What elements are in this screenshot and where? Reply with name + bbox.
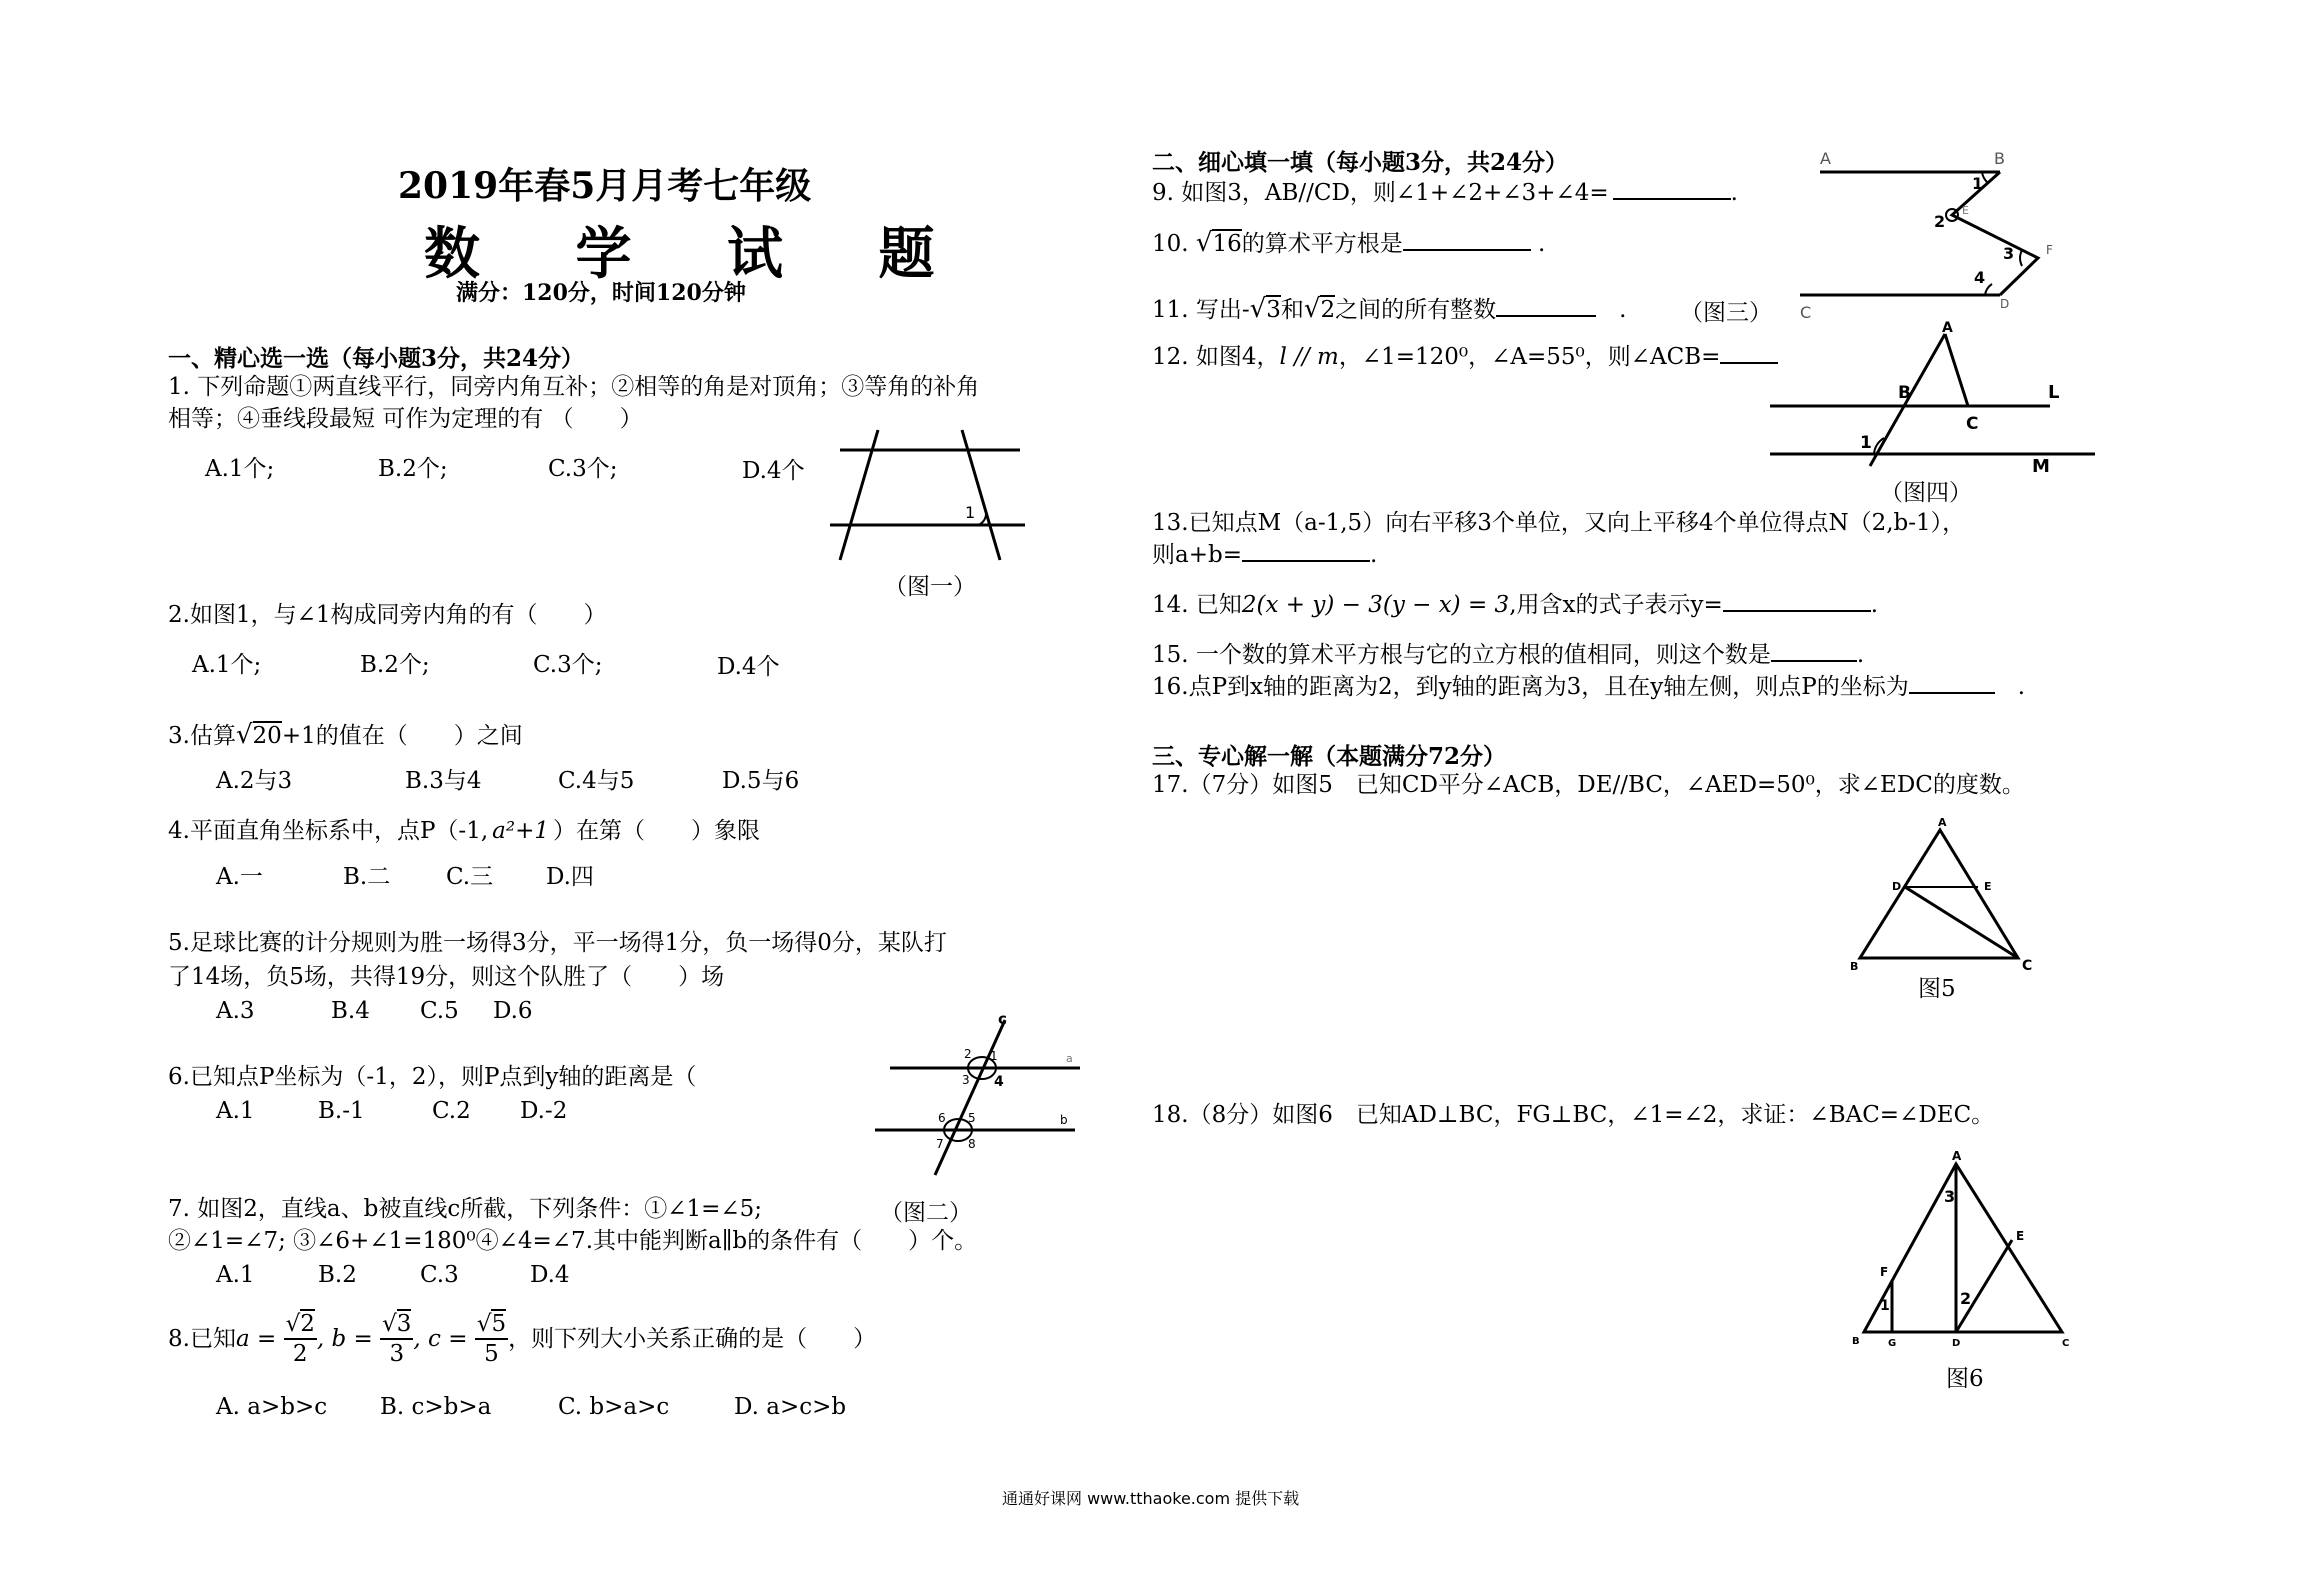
q8-c-den: 5: [484, 1341, 499, 1367]
q4-expr: a²+1: [492, 818, 549, 844]
fig2-label-c: c: [998, 1010, 1007, 1028]
fig3-label-2: 2: [1934, 212, 1946, 231]
q13-blank: [1242, 560, 1370, 562]
q16-text: 16.点P到x轴的距离为2，到y轴的距离为3，且在y轴左侧，则点P的坐标为 .: [1152, 674, 2026, 700]
q8-frac-b: $\frac{√3}{3}$: [382, 1311, 412, 1367]
fig2-label-5: 5: [968, 1111, 976, 1125]
q5-line1: 5.足球比赛的计分规则为胜一场得3分，平一场得1分，负一场得0分，某队打: [168, 930, 947, 956]
q8-c-label: , c =: [413, 1326, 468, 1352]
fig4-label-c: C: [1966, 414, 1979, 434]
fig2-label-6: 6: [938, 1111, 946, 1125]
q18-text: 18.（8分）如图6 已知AD⊥BC，FG⊥BC，∠1=∠2，求证：∠BAC=∠DEC。: [1152, 1102, 1995, 1128]
fig3-label-3: 3: [2003, 244, 2015, 263]
q2-option-b: B.2个;: [360, 652, 430, 678]
q12-text: [1152, 342, 1778, 372]
q10-blank: [1403, 249, 1531, 251]
fig5-label-a: A: [1938, 816, 1947, 829]
figure-5: [1840, 816, 2033, 974]
fig2-caption: （图二）: [880, 1200, 972, 1226]
q4-post: ）在第（ ）象限: [552, 818, 760, 844]
fig2-label-3: 3: [962, 1073, 970, 1087]
fig2-label-7: 7: [936, 1137, 944, 1151]
q3-pre: 3.估算: [168, 723, 236, 749]
fig4-side-ac: [1945, 334, 1968, 406]
fig6-label-a: A: [1952, 1149, 1962, 1163]
q7-line1: 7. 如图2，直线a、b被直线c所截，下列条件：①∠1=∠5;: [168, 1196, 763, 1222]
q8-post: ，则下列大小关系正确的是（ ）: [508, 1326, 877, 1352]
q7-line2: ②∠1=∠7; ③∠6+∠1=180⁰④∠4=∠7.其中能判断a∥b的条件有（ ）个。: [168, 1228, 978, 1254]
q10-text: 10. √16的算术平方根是 .: [1152, 228, 1546, 258]
figure-1: [830, 430, 1040, 570]
q7-option-d: D.4: [530, 1262, 570, 1288]
q7-option-c: C.3: [420, 1262, 459, 1288]
q10-post: 的算术平方根是: [1241, 231, 1403, 257]
q8-frac-a: $\frac{√2}{2}$: [285, 1311, 315, 1367]
fig3-arc-4: [1985, 284, 1992, 295]
q8-pre: 8.已知: [168, 1326, 236, 1352]
q8-option-d: D. a>c>b: [734, 1394, 847, 1420]
q5-line2: 了14场，负5场，共得19分，则这个队胜了（ ）场: [168, 964, 725, 990]
q10-sqrt: √16: [1195, 228, 1242, 258]
figure-6: [1850, 1150, 2080, 1350]
q11-text: 11. 写出-√3和√2之间的所有整数 .: [1152, 294, 1627, 324]
fig1-caption: （图一）: [884, 574, 976, 600]
fig6-label-f: F: [1880, 1265, 1889, 1279]
q2-text: 2.如图1，与∠1构成同旁内角的有（ ）: [168, 602, 607, 628]
q5-option-d: D.6: [493, 998, 533, 1024]
fig4-label-b: B: [1898, 383, 1911, 403]
q6-text: 6.已知点P坐标为（-1，2），则P点到y轴的距离是（: [168, 1064, 697, 1090]
fig3-label-1: 1: [1972, 174, 1984, 193]
q10-pre: 10.: [1152, 231, 1189, 257]
fig3-caption: （图三）: [1680, 300, 1772, 326]
q11-r2: 2: [1320, 297, 1336, 323]
fig3-arc-3: [2020, 250, 2022, 266]
section2-heading: 二、细心填一填（每小题3分，共24分）: [1152, 149, 1569, 176]
q14-post: ,用含x的式子表示y=: [1509, 592, 1723, 618]
q10-radicand: 16: [1212, 231, 1242, 257]
fig4-caption: （图四）: [1880, 480, 1972, 506]
q11-r1: 3: [1266, 297, 1281, 323]
fig1-angle-arc: [978, 514, 986, 525]
q16-blank: [1909, 692, 1995, 694]
q8-option-a: A. a>b>c: [216, 1394, 328, 1420]
q3-option-c: C.4与5: [558, 768, 635, 794]
q11-mid: 和: [1280, 297, 1304, 323]
section3-heading: 三、专心解一解（本题满分72分）: [1152, 743, 1507, 770]
q8-text: [168, 1310, 876, 1368]
fig6-label-e: E: [2016, 1229, 2025, 1243]
q2-option-d: D.4个: [717, 654, 780, 680]
fig6-label-2: 2: [1960, 1289, 1972, 1308]
fig2-label-b: b: [1060, 1113, 1068, 1127]
q15-label: 15. 一个数的算术平方根与它的立方根的值相同，则这个数是: [1152, 642, 1771, 668]
fig5-label-b: B: [1850, 960, 1859, 973]
fig6-label-1: 1: [1880, 1298, 1890, 1314]
fig3-label-4: 4: [1974, 268, 1986, 287]
q3-text: [168, 720, 523, 751]
fig1-angle-label: 1: [965, 503, 976, 522]
q1-line2: 相等；④垂线段最短 可作为定理的有 （ ）: [168, 406, 643, 432]
q8-a-den: 2: [292, 1341, 308, 1367]
fig5-caption: 图5: [1918, 976, 1956, 1002]
q8-c-num: 5: [491, 1311, 507, 1337]
q14-expr: 2(x + y) − 3(y − x) = 3: [1241, 592, 1510, 618]
fig5-label-e: E: [1984, 880, 1992, 893]
q3-option-a: A.2与3: [216, 768, 293, 794]
q15-blank: [1771, 660, 1857, 662]
q2-option-a: A.1个;: [192, 652, 262, 678]
q6-option-b: B.-1: [318, 1098, 365, 1124]
q7-option-b: B.2: [318, 1262, 357, 1288]
fig4-label-1: 1: [1860, 433, 1872, 453]
q3-radicand: 20: [252, 723, 282, 749]
q11-post: 之间的所有整数: [1335, 297, 1497, 323]
q8-a-num: 2: [300, 1311, 315, 1337]
fig3-label-e: E: [1962, 204, 1969, 217]
fig2-label-8: 8: [968, 1137, 976, 1151]
q4-pre: 4.平面直角坐标系中，点P（-1,: [168, 818, 489, 844]
fig5-label-d: D: [1892, 880, 1902, 893]
figure-3: [1800, 150, 2070, 320]
subject-title: 数 学 试 题: [424, 221, 973, 287]
q16-label: 16.点P到x轴的距离为2，到y轴的距离为3，且在y轴左侧，则点P的坐标为: [1152, 674, 1909, 700]
q8-frac-c: $\frac{√5}{5}$: [476, 1311, 507, 1367]
q15-text: 15. 一个数的算术平方根与它的立方根的值相同，则这个数是 .: [1152, 642, 1865, 668]
fig3-label-c: C: [1800, 303, 1812, 322]
fig6-label-b: B: [1852, 1336, 1860, 1347]
q6-option-d: D.-2: [520, 1098, 568, 1124]
fig2-label-2: 2: [964, 1047, 972, 1061]
fig5-line-dc: [1905, 887, 2018, 958]
q8-option-c: C. b>a>c: [558, 1394, 670, 1420]
q4-text: [168, 816, 760, 846]
fig5-label-c: C: [2022, 958, 2033, 974]
q3-option-d: D.5与6: [722, 768, 800, 794]
q13-label: 则a+b=: [1152, 542, 1242, 568]
q9-label: 9. 如图3，AB//CD，则∠1+∠2+∠3+∠4=: [1152, 180, 1609, 206]
q14-blank: [1723, 610, 1871, 612]
q12-post: ，∠1=120⁰，∠A=55⁰，则∠ACB=: [1338, 344, 1721, 370]
q8-b-num: 3: [396, 1311, 412, 1337]
exam-title: 2019年春5月月考七年级: [398, 165, 812, 207]
q1-option-a: A.1个;: [205, 456, 275, 482]
figure-4: [1770, 320, 2100, 477]
q1-option-b: B.2个;: [378, 456, 448, 482]
q9-blank: [1613, 198, 1731, 200]
q4-option-b: B.二: [343, 864, 391, 890]
fig3-label-d: D: [2000, 297, 2010, 311]
q4-option-c: C.三: [446, 864, 494, 890]
q4-option-d: D.四: [546, 864, 594, 890]
exam-info: 满分：120分，时间120分钟: [456, 280, 746, 306]
q7-option-a: A.1: [216, 1262, 255, 1288]
fig4-label-m: M: [2032, 456, 2050, 477]
fig3-label-b: B: [1994, 149, 2005, 168]
fig3-label-f: F: [2046, 243, 2053, 257]
q3-option-b: B.3与4: [405, 768, 482, 794]
q13-line2: 则a+b= .: [1152, 542, 1378, 568]
q6-option-c: C.2: [432, 1098, 471, 1124]
fig6-caption: 图6: [1946, 1366, 1984, 1392]
fig2-label-4: 4: [994, 1074, 1004, 1090]
q6-option-a: A.1: [216, 1098, 255, 1124]
q12-pre: 12. 如图4，: [1152, 344, 1280, 370]
fig6-label-3: 3: [1944, 1187, 1956, 1206]
fig2-label-1: 1: [990, 1049, 998, 1063]
q13-line1: 13.已知点M（a-1,5）向右平移3个单位，又向上平移4个单位得点N（2,b-1），: [1152, 510, 1966, 536]
figure-2: [870, 1010, 1085, 1180]
fig5-triangle: [1860, 830, 2018, 958]
q1-option-c: C.3个;: [548, 456, 618, 482]
fig6-line-de: [1956, 1240, 2012, 1332]
q8-b-den: 3: [389, 1341, 405, 1367]
q4-option-a: A.一: [216, 864, 263, 890]
fig6-label-c: C: [2062, 1338, 2070, 1349]
fig3-label-a: A: [1820, 149, 1831, 168]
q3-post: +1的值在（ ）之间: [281, 723, 523, 749]
q1-line1: 1. 下列命题①两直线平行，同旁内角互补；②相等的角是对顶角；③等角的补角: [168, 374, 980, 400]
fig4-label-l: L: [2048, 382, 2060, 403]
q17-text: 17.（7分）如图5 已知CD平分∠ACB，DE//BC，∠AED=50⁰，求∠EDC的度数。: [1152, 772, 2025, 798]
q9-text: 9. 如图3，AB//CD，则∠1+∠2+∠3+∠4= .: [1152, 180, 1738, 206]
q8-b-label: , b =: [316, 1326, 373, 1352]
q8-a-label: a =: [235, 1326, 277, 1352]
q5-option-c: C.5: [420, 998, 459, 1024]
fig2-line-c: [935, 1020, 1005, 1175]
q11-blank: [1496, 315, 1596, 317]
q3-sqrt: √20: [235, 720, 282, 750]
fig6-label-g: G: [1888, 1338, 1897, 1349]
q14-pre: 14. 已知: [1152, 592, 1242, 618]
footer-text: 通通好课网 www.tthaoke.com 提供下载: [1002, 1489, 1300, 1508]
q12-parallel: l // m: [1279, 344, 1339, 370]
q2-option-c: C.3个;: [533, 652, 603, 678]
fig3-zigzag: [1952, 172, 2038, 295]
q5-option-b: B.4: [331, 998, 370, 1024]
fig6-label-d: D: [1952, 1338, 1961, 1349]
q11-pre: 11. 写出-: [1152, 297, 1250, 323]
q1-option-d: D.4个: [742, 458, 805, 484]
q14-text: 14. 已知2(x + y) − 3(y − x) = 3,用含x的式子表示y= .: [1152, 592, 1879, 618]
q8-option-b: B. c>b>a: [380, 1394, 492, 1420]
fig4-label-a: A: [1942, 320, 1953, 336]
q5-option-a: A.3: [216, 998, 255, 1024]
section1-heading: 一、精心选一选（每小题3分，共24分）: [168, 345, 585, 372]
fig2-label-a: a: [1066, 1052, 1073, 1065]
